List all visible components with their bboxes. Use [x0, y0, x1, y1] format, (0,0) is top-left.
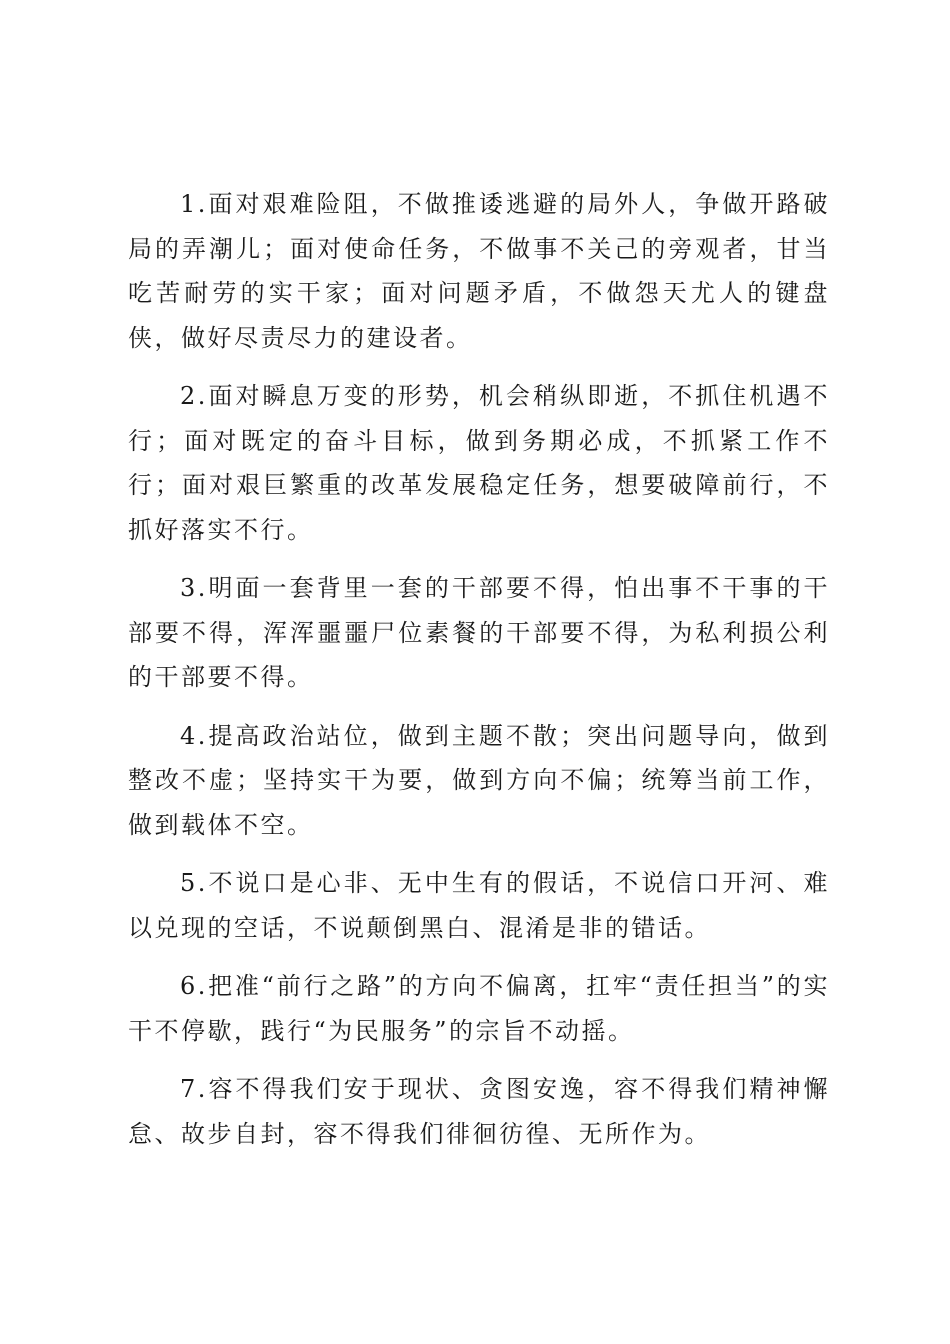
paragraph-2: 2.面对瞬息万变的形势，机会稍纵即逝，不抓住机遇不行；面对既定的奋斗目标，做到务期必成，不抓紧工作不行；面对艰巨繁重的改革发展稳定任务，想要破障前行，不抓好落实不行。: [128, 382, 830, 544]
paragraph-3: 3.明面一套背里一套的干部要不得，怕出事不干事的干部要不得，浑浑噩噩尸位素餐的干部要不得，为私利损公利的干部要不得。: [128, 574, 830, 691]
paragraph-5: 5.不说口是心非、无中生有的假话，不说信口开河、难以兑现的空话，不说颠倒黑白、混淆是非的错话。: [128, 869, 830, 942]
paragraph-4: 4.提高政治站位，做到主题不散；突出问题导向，做到整改不虚；坚持实干为要，做到方向不偏；统筹当前工作，做到载体不空。: [128, 721, 830, 839]
paragraph-7: 7.容不得我们安于现状、贪图安逸，容不得我们精神懈怠、故步自封，容不得我们徘徊彷徨、无所作为。: [128, 1075, 830, 1148]
document-body: [128, 182, 830, 1170]
paragraph-6: 6.把准“前行之路”的方向不偏离，扛牢“责任担当”的实干不停歇，践行“为民服务”的宗旨不动摇。: [128, 972, 830, 1045]
paragraph-1: 1.面对艰难险阻，不做推诿逃避的局外人，争做开路破局的弄潮儿；面对使命任务，不做事不关己的旁观者，甘当吃苦耐劳的实干家；面对问题矛盾，不做怨天尤人的键盘侠，做好尽责尽力的建设者。: [128, 190, 830, 352]
